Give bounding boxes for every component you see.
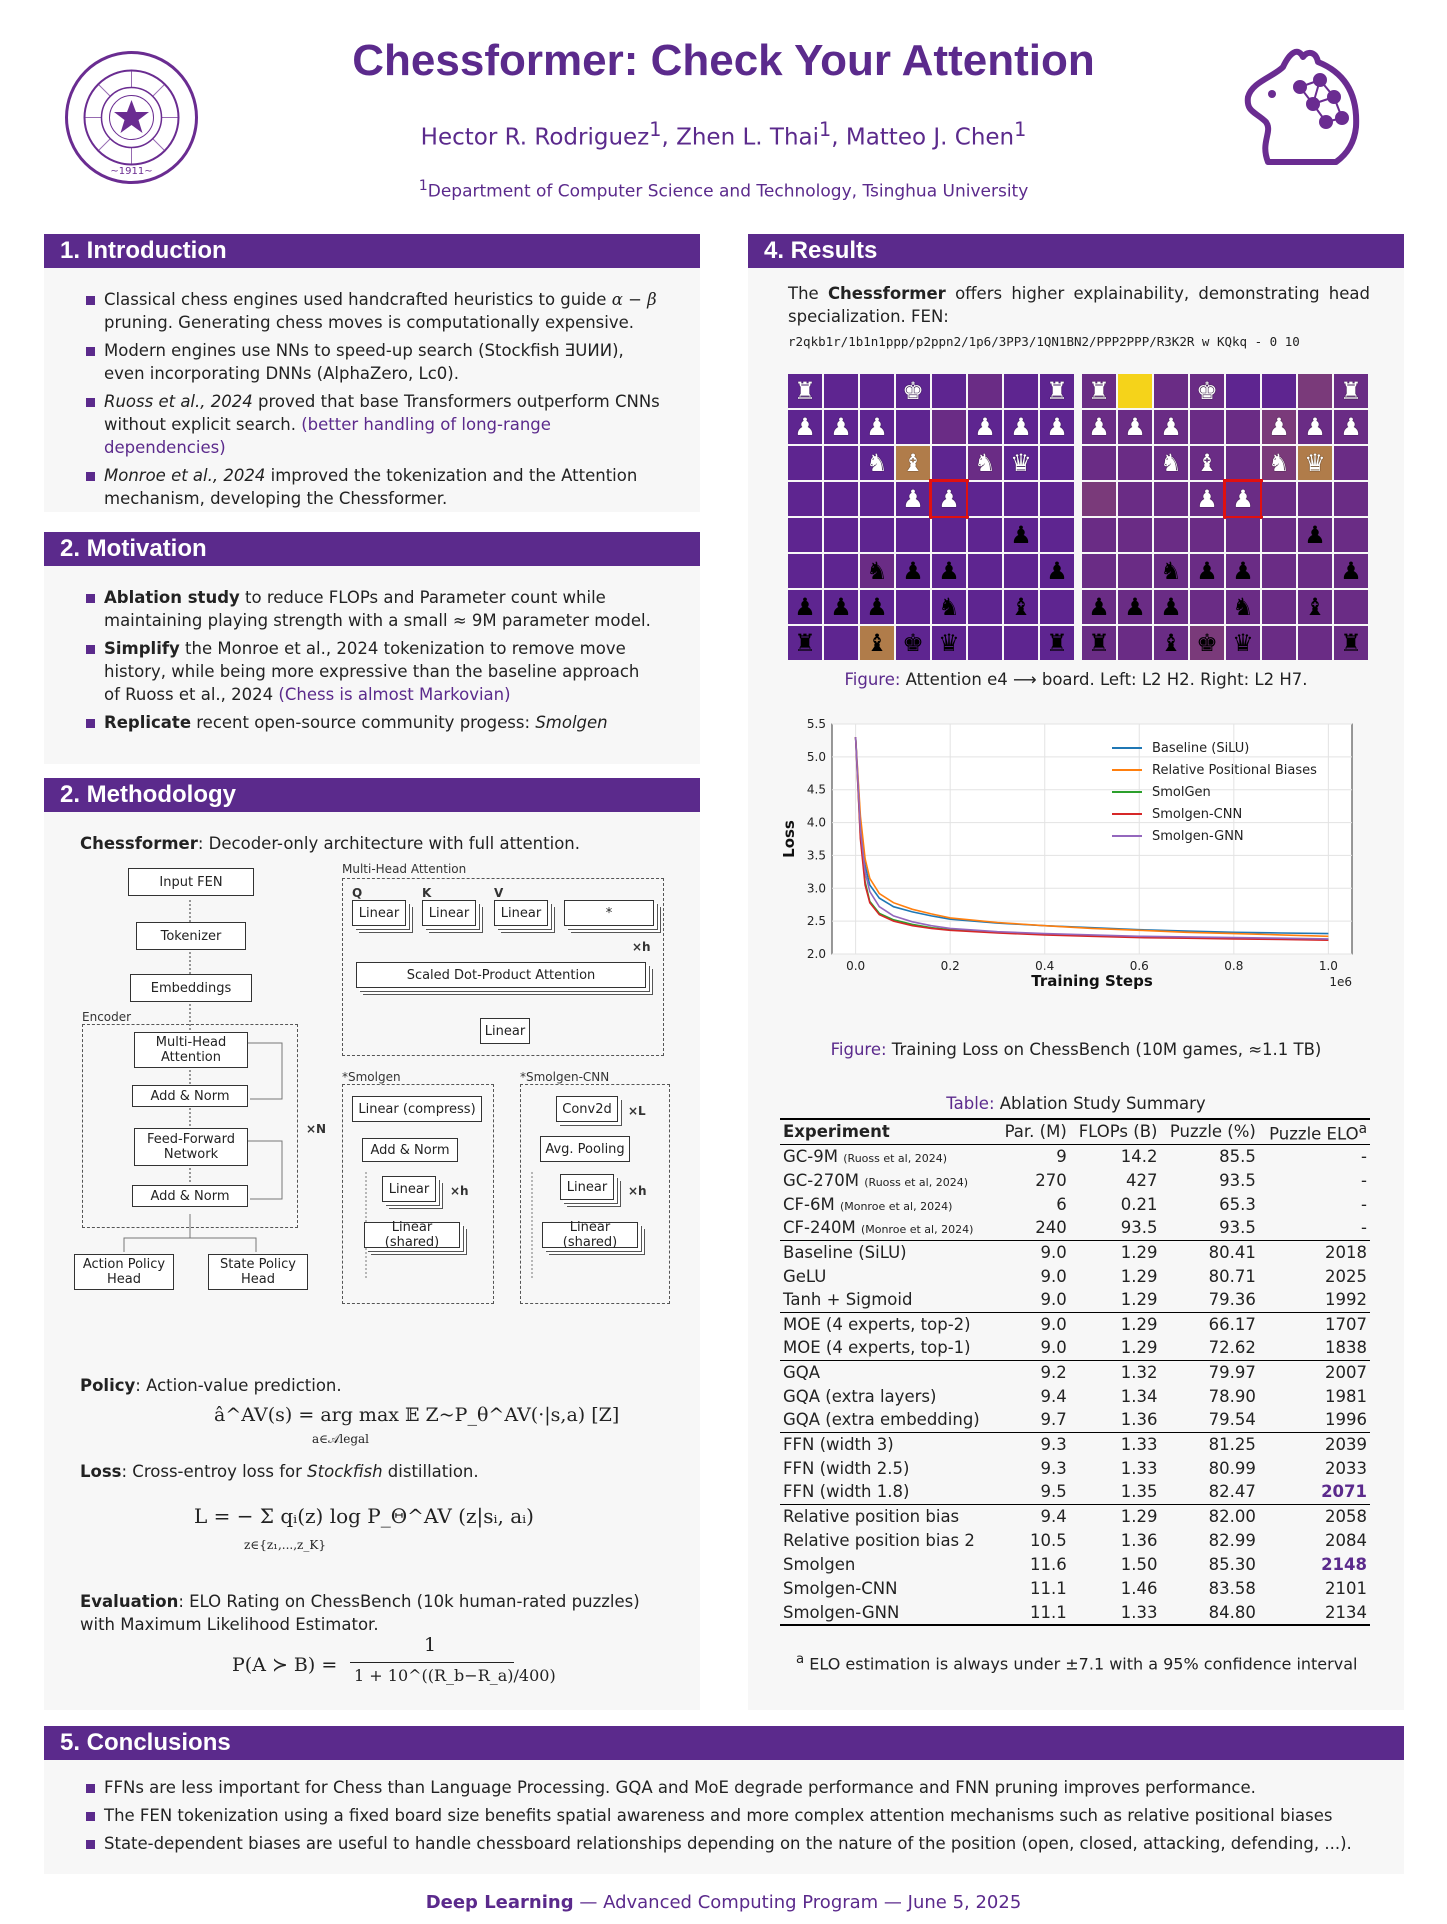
board-square — [968, 590, 1002, 624]
legend-entry: Baseline (SiLU) — [1152, 741, 1250, 756]
board-square — [1040, 482, 1074, 516]
conclusion-3: State-dependent biases are useful to handle chessboard relationships depending on the nature of the position (open, closed, attacking, defending, ...). — [84, 1832, 1364, 1855]
table-row: MOE (4 experts, top-1) 9.0 1.29 72.62 1838 — [783, 1338, 1367, 1358]
board-square — [788, 518, 822, 552]
table-row: FFN (width 1.8) 9.5 1.35 82.47 2071 — [783, 1482, 1367, 1502]
board-square — [932, 374, 966, 408]
architecture-diagram — [44, 858, 700, 1318]
smolgen-linear-box: Linear — [382, 1176, 436, 1202]
mha-detail-label: Multi-Head Attention — [342, 862, 467, 876]
state-policy-head: State Policy Head — [208, 1254, 308, 1290]
table-row: CF-6M (Monroe et al, 2024) 6 0.21 65.3 - — [783, 1194, 1367, 1214]
table-row: FFN (width 3) 9.3 1.33 81.25 2039 — [780, 1432, 1370, 1456]
results-panel — [748, 234, 1404, 1710]
y-tick-label: 5.0 — [806, 749, 826, 764]
motivation-panel — [44, 532, 700, 764]
table-row: Tanh + Sigmoid 9.0 1.29 79.36 1992 — [783, 1290, 1367, 1310]
board-square — [1190, 590, 1224, 624]
legend-entry: Relative Positional Biases — [1152, 763, 1317, 778]
board-square — [1262, 518, 1296, 552]
attention-board-right — [1082, 374, 1370, 662]
board-square: ♛ — [1298, 446, 1332, 480]
x-axis-label: Training Steps — [1031, 972, 1153, 990]
table-row: CF-240M (Monroe et al, 2024) 240 93.5 93.5 - — [783, 1218, 1367, 1238]
board-square — [1334, 590, 1368, 624]
mha-box: Multi-Head Attention — [134, 1032, 248, 1068]
col-params: Par. (M) — [1004, 1122, 1067, 1142]
board-square — [1118, 446, 1152, 480]
board-square: ♜ — [788, 626, 822, 660]
intro-bullet-2: Modern engines use NNs to speed-up search (Stockfish ƎUИИ), even incorporating DNNs (AlphaZero, Lc0). — [84, 339, 660, 385]
intro-header: 1. Introduction — [44, 234, 700, 268]
board-square — [824, 446, 858, 480]
linear-out-box: Linear — [480, 1018, 530, 1044]
table-row: GQA (extra embedding) 9.7 1.36 79.54 1996 — [783, 1410, 1367, 1430]
board-square: ♟ — [1334, 410, 1368, 444]
smolgen-star-box: * — [564, 900, 654, 926]
board-square — [1118, 518, 1152, 552]
x-tick-label: 0.4 — [1035, 959, 1055, 973]
linear-v-box: Linear — [494, 900, 548, 926]
attention-board-left — [788, 374, 1076, 662]
y-tick-label: 3.0 — [806, 881, 826, 896]
board-square — [1118, 482, 1152, 516]
board-square — [788, 554, 822, 588]
board-square — [1004, 626, 1038, 660]
board-square — [1262, 590, 1296, 624]
encoder-label: Encoder — [82, 1010, 132, 1024]
method-header: 2. Methodology — [44, 778, 700, 812]
board-square: ♟ — [860, 410, 894, 444]
board-square: ♜ — [1334, 374, 1368, 408]
board-square — [1082, 518, 1116, 552]
evaluation-text: Evaluation: ELO Rating on ChessBench (10k human-rated puzzles) with Maximum Likelihood Estimator. — [80, 1592, 640, 1634]
board-square: ♟ — [1226, 482, 1260, 516]
board-square: ♚ — [896, 374, 930, 408]
board-square: ♞ — [932, 590, 966, 624]
legend-entry: Smolgen-GNN — [1152, 829, 1244, 844]
board-square: ♟ — [1082, 590, 1116, 624]
policy-subscript: a∈𝒜legal — [312, 1432, 370, 1446]
figure-1-caption: Figure: Attention e4 ⟶ board. Left: L2 H2. Right: L2 H7. — [844, 670, 1308, 689]
linear-q-box: Linear — [352, 900, 406, 926]
board-square — [1154, 374, 1188, 408]
board-square: ♝ — [1298, 590, 1332, 624]
x-tick-label: 1.0 — [1318, 959, 1338, 973]
motivation-bullets — [44, 566, 700, 734]
eval-denominator: 1 + 10^((R_b−R_a)/400) — [354, 1666, 556, 1685]
table-row: Relative position bias 2 10.5 1.36 82.99 2084 — [783, 1530, 1367, 1550]
board-square — [1334, 482, 1368, 516]
board-square: ♜ — [1040, 374, 1074, 408]
conv2d-box: Conv2d — [556, 1096, 618, 1122]
board-square — [1334, 518, 1368, 552]
y-tick-label: 4.0 — [806, 815, 826, 830]
board-square — [1226, 446, 1260, 480]
x-tick-label: 0.0 — [846, 959, 866, 973]
y-tick-label: 4.5 — [806, 782, 826, 797]
board-square: ♟ — [1298, 518, 1332, 552]
x-tick-label: 0.8 — [1224, 959, 1244, 973]
board-square: ♚ — [1190, 374, 1224, 408]
board-square: ♟ — [1298, 410, 1332, 444]
board-square — [968, 554, 1002, 588]
cnn-linear-shared-box: Linear (shared) — [542, 1222, 638, 1248]
policy-formula: â^AV(s) = arg max 𝔼 Z~P_θ^AV(·|s,a) [Z] — [214, 1404, 620, 1426]
sdpa-box: Scaled Dot-Product Attention — [356, 962, 646, 988]
board-square — [1262, 626, 1296, 660]
motivation-bullet-2: Simplify the Monroe et al., 2024 tokenization to remove move history, while being more expressive than the baseline approach of Ruoss et al., 2024 (Chess is almost Markovian) — [84, 637, 660, 706]
board-square — [1298, 374, 1332, 408]
board-square — [1118, 374, 1152, 408]
board-square — [824, 626, 858, 660]
svg-text:~1911~: ~1911~ — [110, 166, 153, 177]
table-row: Smolgen-GNN 11.1 1.33 84.80 2134 — [783, 1602, 1367, 1622]
board-square: ♟ — [1040, 554, 1074, 588]
method-panel — [44, 778, 700, 1710]
loss-text: Loss: Cross-entroy loss for Stockfish distillation. — [80, 1462, 479, 1481]
xh-label-3: ×h — [628, 1184, 647, 1198]
board-square: ♟ — [824, 410, 858, 444]
author-3: Matteo J. Chen — [845, 124, 1015, 151]
board-square: ♝ — [1190, 446, 1224, 480]
board-square — [860, 374, 894, 408]
board-square — [1226, 374, 1260, 408]
ffn-box: Feed-Forward Network — [134, 1128, 248, 1166]
author-2: Zhen L. Thai — [676, 124, 820, 151]
board-square — [1040, 446, 1074, 480]
smolgen-label: *Smolgen — [342, 1070, 401, 1084]
table-row: MOE (4 experts, top-2) 9.0 1.29 66.17 1707 — [780, 1312, 1370, 1336]
motivation-bullet-1: Ablation study to reduce FLOPs and Parameter count while maintaining playing strength with a small ≈ 9M parameter model. — [84, 586, 660, 632]
board-square: ♟ — [896, 482, 930, 516]
board-square — [824, 374, 858, 408]
board-square: ♞ — [1154, 554, 1188, 588]
poster-title: Chessformer: Check Your Attention — [352, 36, 1095, 85]
board-square: ♝ — [1154, 626, 1188, 660]
conclusions-header: 5. Conclusions — [44, 1726, 1404, 1760]
input-fen-box: Input FEN — [128, 868, 254, 896]
table-footnote: $^a$ ELO estimation is always under ±7.1 with a 95% confidence interval — [796, 1652, 1358, 1674]
conclusion-1: FFNs are less important for Chess than Language Processing. GQA and MoE degrade performance and FNN pruning improves performance. — [84, 1776, 1364, 1799]
board-square: ♟ — [1040, 410, 1074, 444]
eval-fraction-bar — [350, 1662, 514, 1663]
conclusion-2: The FEN tokenization using a fixed board size benefits spatial awareness and more complex attention mechanisms such as relative positional biases — [84, 1804, 1364, 1827]
board-square — [1334, 446, 1368, 480]
board-square: ♟ — [788, 410, 822, 444]
board-square: ♜ — [1334, 626, 1368, 660]
affiliation-mark: 1 — [418, 178, 428, 194]
smolgen-addnorm-box: Add & Norm — [362, 1138, 458, 1162]
board-square — [1154, 518, 1188, 552]
board-square: ♟ — [788, 590, 822, 624]
y-tick-label: 5.5 — [806, 717, 826, 731]
board-square — [1226, 518, 1260, 552]
board-square: ♟ — [1334, 554, 1368, 588]
embeddings-box: Embeddings — [130, 974, 252, 1002]
board-square: ♝ — [860, 626, 894, 660]
board-square — [896, 410, 930, 444]
board-square: ♟ — [1082, 410, 1116, 444]
add-norm-box-2: Add & Norm — [132, 1185, 248, 1207]
board-square: ♚ — [1190, 626, 1224, 660]
board-square — [1190, 410, 1224, 444]
board-square — [1118, 626, 1152, 660]
policy-text: Policy: Action-value prediction. — [80, 1376, 342, 1395]
board-square — [788, 446, 822, 480]
legend-entry: SmolGen — [1152, 785, 1211, 800]
board-square — [968, 518, 1002, 552]
avgpool-box: Avg. Pooling — [540, 1136, 630, 1162]
action-policy-head: Action Policy Head — [74, 1254, 174, 1290]
board-square: ♟ — [860, 590, 894, 624]
board-square — [1040, 518, 1074, 552]
xh-label-1: ×h — [632, 940, 651, 954]
results-header: 4. Results — [748, 234, 1404, 268]
author-1-mark: 1 — [649, 118, 662, 141]
board-square: ♟ — [1226, 554, 1260, 588]
board-square — [1118, 554, 1152, 588]
board-square — [824, 482, 858, 516]
board-square — [1262, 374, 1296, 408]
board-square: ♞ — [1226, 590, 1260, 624]
table-row: Baseline (SiLU) 9.0 1.29 80.41 2018 — [780, 1240, 1370, 1264]
board-square — [968, 374, 1002, 408]
table-row: GC-9M (Ruoss et al, 2024) 9 14.2 85.5 - — [783, 1146, 1367, 1166]
intro-bullet-1: Classical chess engines used handcrafted heuristics to guide α − β pruning. Generating chess moves is computationally expensive. — [84, 288, 660, 334]
board-square — [932, 446, 966, 480]
board-square — [968, 626, 1002, 660]
loss-formula: L = − Σ qᵢ(z) log P_Θ^AV (z|sᵢ, aᵢ) — [194, 1504, 534, 1528]
board-square: ♞ — [1154, 446, 1188, 480]
q-label: Q — [352, 886, 363, 900]
method-intro: Chessformer: Decoder-only architecture with full attention. — [80, 834, 580, 853]
board-square: ♜ — [788, 374, 822, 408]
k-label: K — [422, 886, 432, 900]
motivation-bullet-3: Replicate recent open-source community progess: Smolgen — [84, 711, 660, 734]
board-square: ♛ — [1226, 626, 1260, 660]
board-square: ♟ — [932, 482, 966, 516]
board-square — [824, 518, 858, 552]
author-1: Hector R. Rodriguez — [420, 124, 650, 151]
fen-string: r2qkb1r/1b1n1ppp/p2ppn2/1p6/3PP3/1QN1BN2/PPP2PPP/R3K2R w KQkq - 0 10 — [788, 334, 1300, 349]
board-square: ♝ — [1004, 590, 1038, 624]
smolgen-cnn-label: *Smolgen-CNN — [520, 1070, 610, 1084]
authors-line: Hector R. Rodriguez$^1$, Zhen L. Thai$^1$, Matteo J. Chen$^1$ — [420, 118, 1027, 151]
board-square: ♟ — [968, 410, 1002, 444]
board-square: ♟ — [1154, 410, 1188, 444]
footer: Deep Learning — Advanced Computing Program — June 5, 2025 — [425, 1892, 1022, 1913]
intro-bullet-3: Ruoss et al., 2024 proved that base Transformers outperform CNNs without explicit search. (better handling of long-range dependencies) — [84, 390, 660, 459]
conclusions-panel — [44, 1726, 1404, 1874]
board-square — [896, 518, 930, 552]
board-square — [896, 590, 930, 624]
board-square — [968, 482, 1002, 516]
y-tick-label: 2.5 — [806, 914, 826, 929]
board-square — [1226, 410, 1260, 444]
y-tick-label: 2.0 — [806, 947, 826, 961]
board-square — [788, 482, 822, 516]
board-square: ♟ — [1154, 590, 1188, 624]
board-square: ♟ — [1004, 410, 1038, 444]
linear-compress-box: Linear (compress) — [352, 1096, 482, 1122]
col-puzzle: Puzzle (%) — [1169, 1122, 1256, 1142]
affiliation — [0, 178, 1447, 202]
board-square: ♟ — [824, 590, 858, 624]
board-square — [1298, 482, 1332, 516]
board-square — [1190, 518, 1224, 552]
board-square: ♚ — [896, 626, 930, 660]
board-square: ♟ — [1004, 518, 1038, 552]
board-square — [1082, 482, 1116, 516]
board-square — [1298, 554, 1332, 588]
loss-subscript: z∈{z₁,...,z_K} — [244, 1538, 326, 1552]
board-square — [1298, 626, 1332, 660]
board-square: ♜ — [1040, 626, 1074, 660]
intro-bullets — [44, 268, 700, 510]
col-elo: Puzzle ELO$^a$ — [1269, 1120, 1367, 1143]
board-square — [1154, 482, 1188, 516]
table-row: Smolgen 11.6 1.50 85.30 2148 — [783, 1554, 1367, 1574]
board-square: ♞ — [968, 446, 1002, 480]
board-square: ♜ — [1082, 374, 1116, 408]
table-row: FFN (width 2.5) 9.3 1.33 80.99 2033 — [783, 1458, 1367, 1478]
tokenizer-box: Tokenizer — [136, 922, 246, 950]
table-row: GC-270M (Ruoss et al, 2024) 270 427 93.5 - — [783, 1170, 1367, 1190]
board-square — [824, 554, 858, 588]
board-square — [1082, 446, 1116, 480]
board-square: ♟ — [1262, 410, 1296, 444]
ablation-table — [780, 1118, 1370, 1626]
board-square — [1082, 554, 1116, 588]
x-multiplier: 1e6 — [1329, 975, 1352, 989]
board-square: ♟ — [932, 554, 966, 588]
board-square: ♛ — [1004, 446, 1038, 480]
board-square — [860, 482, 894, 516]
board-square: ♝ — [896, 446, 930, 480]
knight-logo — [1238, 42, 1383, 177]
eval-lhs: P(A ≻ B) = — [232, 1654, 338, 1676]
table-row: Relative position bias 9.4 1.29 82.00 2058 — [780, 1504, 1370, 1528]
board-square — [932, 518, 966, 552]
motivation-header: 2. Motivation — [44, 532, 700, 566]
col-experiment: Experiment — [783, 1122, 890, 1142]
table-row: GeLU 9.0 1.29 80.71 2025 — [783, 1266, 1367, 1286]
board-square — [860, 518, 894, 552]
legend-entry: Smolgen-CNN — [1152, 807, 1243, 822]
board-square: ♟ — [1118, 590, 1152, 624]
xh-label-2: ×h — [450, 1184, 469, 1198]
board-square: ♟ — [896, 554, 930, 588]
board-square: ♟ — [1190, 554, 1224, 588]
x-tick-label: 0.2 — [940, 959, 960, 973]
intro-panel — [44, 234, 700, 512]
board-square — [1040, 590, 1074, 624]
board-square: ♜ — [1082, 626, 1116, 660]
cnn-linear-box: Linear — [560, 1174, 614, 1200]
author-3-mark: 1 — [1014, 118, 1027, 141]
board-square: ♛ — [932, 626, 966, 660]
board-square: ♞ — [860, 446, 894, 480]
loss-chart — [778, 712, 1378, 1012]
smolgen-linear-shared-box: Linear (shared) — [364, 1222, 460, 1248]
board-square: ♟ — [1190, 482, 1224, 516]
board-square — [1004, 374, 1038, 408]
affiliation-text: Department of Computer Science and Technology, Tsinghua University — [427, 181, 1029, 202]
linear-k-box: Linear — [422, 900, 476, 926]
board-square: ♟ — [1118, 410, 1152, 444]
conclusions-bullets — [44, 1760, 1404, 1855]
xn-label: ×N — [306, 1122, 327, 1136]
results-intro: The Chessformer offers higher explainability, demonstrating head specialization. FEN: — [788, 284, 1370, 326]
plot-area — [832, 724, 1352, 954]
y-tick-label: 3.5 — [806, 848, 826, 863]
table-row: GQA (extra layers) 9.4 1.34 78.90 1981 — [783, 1386, 1367, 1406]
author-2-mark: 1 — [819, 118, 832, 141]
board-square — [1004, 554, 1038, 588]
x-tick-label: 0.6 — [1129, 959, 1149, 973]
table-row: GQA 9.2 1.32 79.97 2007 — [780, 1360, 1370, 1384]
xl-label: ×L — [628, 1104, 646, 1118]
board-square — [1004, 482, 1038, 516]
v-label: V — [494, 886, 504, 900]
board-square — [1262, 554, 1296, 588]
table-row: Smolgen-CNN 11.1 1.46 83.58 2101 — [783, 1578, 1367, 1598]
table-caption: Table: Ablation Study Summary — [946, 1094, 1206, 1113]
board-square: ♞ — [1262, 446, 1296, 480]
intro-bullet-4: Monroe et al., 2024 improved the tokenization and the Attention mechanism, developing the Chessformer. — [84, 464, 660, 510]
col-flops: FLOPs (B) — [1078, 1122, 1158, 1142]
board-square: ♞ — [860, 554, 894, 588]
eval-numerator: 1 — [424, 1634, 437, 1656]
add-norm-box-1: Add & Norm — [132, 1085, 248, 1107]
y-axis-label: Loss — [780, 820, 798, 858]
board-square — [1262, 482, 1296, 516]
board-square — [932, 410, 966, 444]
figure-2-caption: Figure: Training Loss on ChessBench (10M games, ≈1.1 TB) — [830, 1040, 1322, 1059]
